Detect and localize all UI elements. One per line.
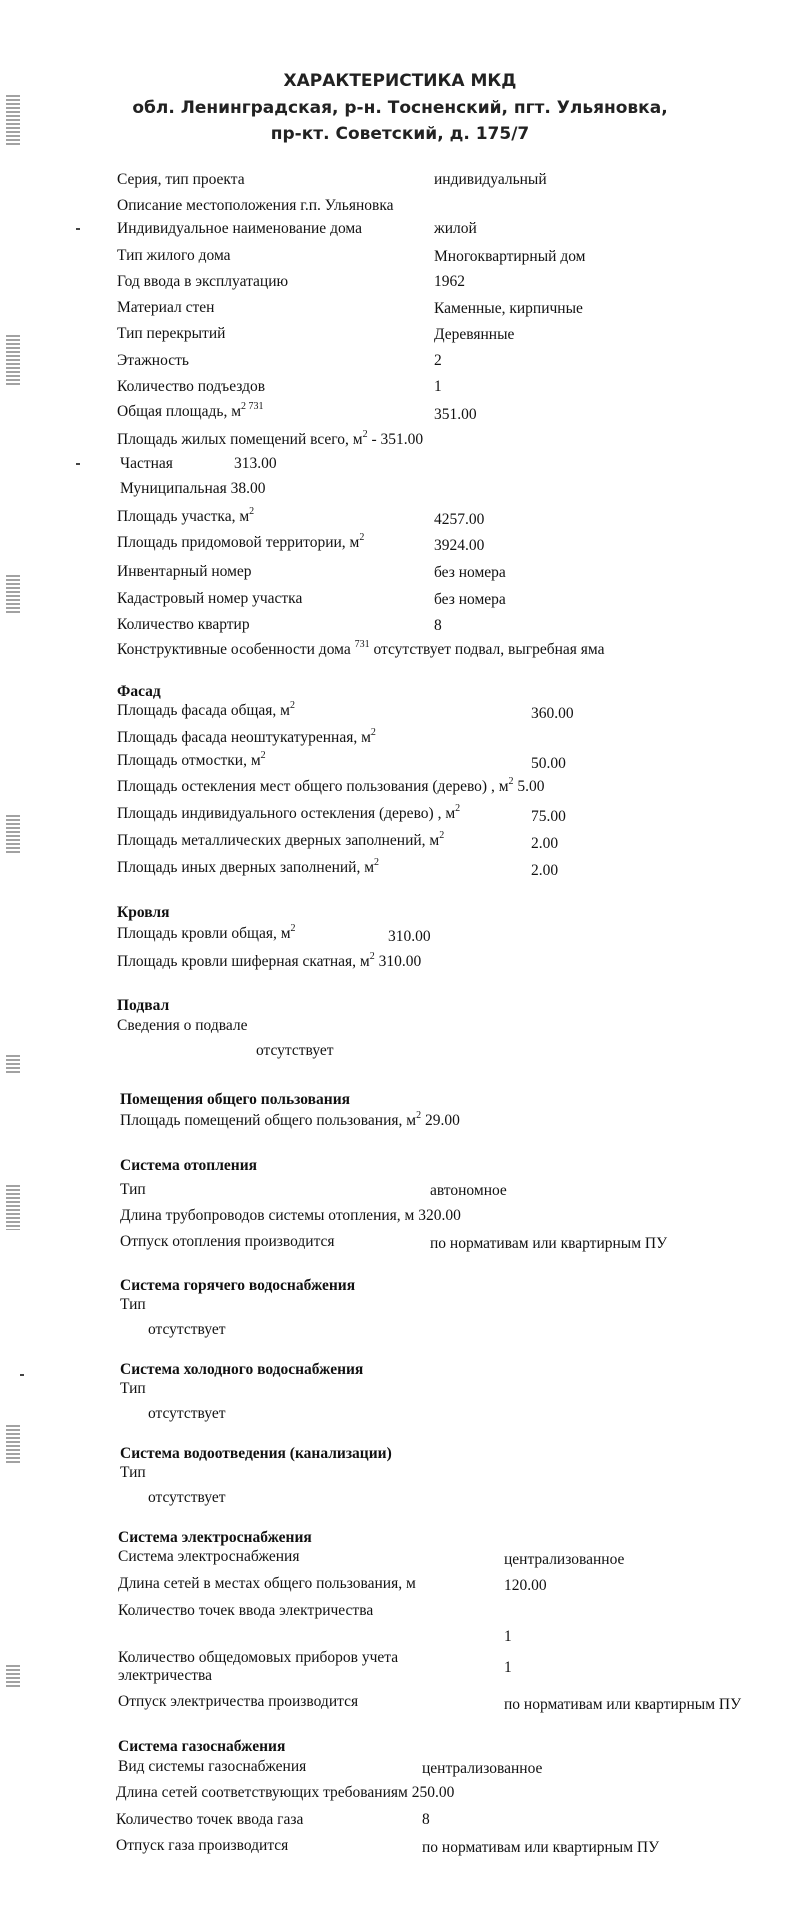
electricity-network-value: 120.00 xyxy=(504,1577,547,1594)
electricity-inputs-label: Количество точек ввода электричества xyxy=(118,1602,374,1619)
scan-edge-mark xyxy=(6,335,20,385)
electricity-supply-value: по нормативам или квартирным ПУ xyxy=(504,1696,742,1713)
heating-heading: Система отопления xyxy=(120,1157,258,1174)
floors-type-label: Тип перекрытий xyxy=(117,325,226,342)
gas-supply-value: по нормативам или квартирным ПУ xyxy=(422,1839,660,1856)
cadastral-value: без номера xyxy=(434,591,506,608)
storeys-value: 2 xyxy=(434,352,442,369)
total-area-sup: 2 731 xyxy=(241,400,264,412)
cold-water-heading: Система холодного водоснабжения xyxy=(120,1361,364,1378)
blind-area-sup: 2 xyxy=(260,749,266,761)
house-type-value: Многоквартирный дом xyxy=(434,248,586,265)
name-value: жилой xyxy=(434,220,477,237)
other-doors-label xyxy=(117,856,380,877)
hot-water-type-value: отсутствует xyxy=(148,1321,226,1338)
electricity-inputs-value: 1 xyxy=(504,1628,512,1645)
location-label: Описание местоположения г.п. Ульяновка xyxy=(117,197,394,214)
heating-supply-value: по нормативам или квартирным ПУ xyxy=(430,1235,668,1252)
municipal-label: Муниципальная 38.00 xyxy=(120,480,266,497)
basement-info-label: Сведения о подвале xyxy=(117,1017,248,1034)
roof-slate-row xyxy=(117,950,422,971)
individual-glazing-value: 75.00 xyxy=(531,808,566,825)
gas-system-value: централизованное xyxy=(422,1760,543,1777)
gas-supply-label: Отпуск газа производится xyxy=(116,1837,289,1854)
facade-heading: Фасад xyxy=(117,683,161,700)
sewerage-type-value: отсутствует xyxy=(148,1489,226,1506)
roof-slate-sup: 2 xyxy=(369,950,375,962)
blind-area-label xyxy=(117,749,266,770)
blind-area-value: 50.00 xyxy=(531,755,566,772)
scan-edge-mark xyxy=(6,815,20,855)
entrances-value: 1 xyxy=(434,378,442,395)
heating-pipes-value: 320.00 xyxy=(414,1207,461,1224)
document-address-line-1: обл. Ленинградская, р-н. Тосненский, пгт. Ульяновка, xyxy=(132,98,668,118)
metal-doors-value: 2.00 xyxy=(531,835,559,852)
scan-edge-mark xyxy=(6,575,20,615)
yard-area-label xyxy=(117,531,365,552)
apartments-label: Количество квартир xyxy=(117,616,250,633)
electricity-supply-label: Отпуск электричества производится xyxy=(118,1693,359,1710)
cadastral-label: Кадастровый номер участка xyxy=(117,590,303,607)
roof-total-label-text: Площадь кровли общая, м xyxy=(117,925,291,942)
total-area-label xyxy=(117,400,264,421)
living-area-sup: 2 xyxy=(362,428,368,440)
gas-network-row xyxy=(116,1784,454,1802)
heating-pipes-row xyxy=(120,1207,461,1225)
basement-heading: Подвал xyxy=(117,997,170,1014)
series-value: индивидуальный xyxy=(434,171,547,188)
blind-area-label-text: Площадь отмостки, м xyxy=(117,752,261,769)
document-title: ХАРАКТЕРИСТИКА МКД xyxy=(283,71,517,91)
common-rooms-heading: Помещения общего пользования xyxy=(120,1091,351,1108)
individual-glazing-label-text: Площадь индивидуального остекления (дерево) , м xyxy=(117,805,456,822)
yard-area-label-text: Площадь придомовой территории, м xyxy=(117,534,360,551)
house-type-label: Тип жилого дома xyxy=(117,247,231,264)
year-label: Год ввода в эксплуатацию xyxy=(117,273,289,290)
roof-total-sup: 2 xyxy=(290,922,296,934)
inventory-label: Инвентарный номер xyxy=(117,563,252,580)
common-glazing-sup: 2 xyxy=(508,775,514,787)
cold-water-type-value: отсутствует xyxy=(148,1405,226,1422)
private-value: 313.00 xyxy=(234,455,277,472)
sewerage-type-label: Тип xyxy=(120,1464,146,1481)
scan-dot xyxy=(76,463,80,465)
series-label: Серия, тип проекта xyxy=(117,171,245,188)
other-doors-label-text: Площадь иных дверных заполнений, м xyxy=(117,859,375,876)
common-rooms-area-value: 29.00 xyxy=(421,1112,460,1129)
scan-dot xyxy=(76,228,80,230)
total-area-value: 351.00 xyxy=(434,406,477,423)
roof-total-value: 310.00 xyxy=(388,928,431,945)
gas-heading: Система газоснабжения xyxy=(118,1738,286,1755)
apartments-value: 8 xyxy=(434,617,442,634)
year-value: 1962 xyxy=(434,273,465,290)
storeys-label: Этажность xyxy=(117,352,189,369)
hot-water-heading: Система горячего водоснабжения xyxy=(120,1277,356,1294)
common-rooms-area-sup: 2 xyxy=(416,1109,422,1121)
scan-edge-mark xyxy=(6,1185,20,1230)
gas-network-value: 250.00 xyxy=(407,1784,455,1801)
scan-edge-mark xyxy=(6,1055,20,1073)
scan-dot xyxy=(20,1374,24,1376)
electricity-system-value: централизованное xyxy=(504,1551,625,1568)
roof-slate-label: Площадь кровли шиферная скатная, м xyxy=(117,953,370,970)
metal-doors-label xyxy=(117,829,445,850)
gas-inputs-label: Количество точек ввода газа xyxy=(116,1811,304,1828)
name-label: Индивидуальное наименование дома xyxy=(117,220,362,237)
facade-total-value: 360.00 xyxy=(531,705,574,722)
metal-doors-sup: 2 xyxy=(439,829,445,841)
roof-heading: Кровля xyxy=(117,904,170,921)
facade-total-label xyxy=(117,699,295,720)
features-value: отсутствует подвал, выгребная яма xyxy=(369,641,605,658)
electricity-meters-value: 1 xyxy=(504,1659,512,1676)
plot-area-sup: 2 xyxy=(249,505,255,517)
electricity-meters-label-2: электричества xyxy=(118,1667,213,1684)
individual-glazing-label xyxy=(117,802,461,823)
living-area-label xyxy=(117,428,424,449)
electricity-system-label: Система электроснабжения xyxy=(118,1548,300,1565)
cold-water-type-label: Тип xyxy=(120,1380,146,1397)
features-row xyxy=(117,638,605,659)
facade-unplastered-label xyxy=(117,726,376,747)
scan-edge-mark xyxy=(6,1425,20,1465)
common-glazing-label: Площадь остекления мест общего пользования (дерево) , м xyxy=(117,778,509,795)
scan-edge-mark xyxy=(6,1665,20,1687)
features-sup: 731 xyxy=(354,638,370,650)
heating-type-value: автономное xyxy=(430,1182,507,1199)
facade-total-label-text: Площадь фасада общая, м xyxy=(117,702,290,719)
walls-label: Материал стен xyxy=(117,299,215,316)
facade-unplastered-label-text: Площадь фасада неоштукатуренная, м xyxy=(117,729,371,746)
heating-type-label: Тип xyxy=(120,1181,146,1198)
common-rooms-area-label: Площадь помещений общего пользования, м xyxy=(120,1112,417,1129)
features-label: Конструктивные особенности дома xyxy=(117,641,351,658)
metal-doors-label-text: Площадь металлических дверных заполнений, м xyxy=(117,832,440,849)
other-doors-sup: 2 xyxy=(374,856,380,868)
walls-value: Каменные, кирпичные xyxy=(434,300,583,317)
total-area-label-text: Общая площадь, м xyxy=(117,403,242,420)
plot-area-label-text: Площадь участка, м xyxy=(117,508,250,525)
heating-pipes-label: Длина трубопроводов системы отопления, м xyxy=(120,1207,415,1224)
gas-system-label: Вид системы газоснабжения xyxy=(118,1758,307,1775)
gas-network-label: Длина сетей соответствующих требованиям xyxy=(116,1784,408,1801)
gas-inputs-value: 8 xyxy=(422,1811,430,1828)
basement-info-value: отсутствует xyxy=(256,1042,334,1059)
individual-glazing-sup: 2 xyxy=(455,802,461,814)
common-glazing-value: 5.00 xyxy=(513,778,545,795)
common-glazing-row xyxy=(117,775,545,796)
electricity-meters-label-1: Количество общедомовых приборов учета xyxy=(118,1649,399,1666)
inventory-value: без номера xyxy=(434,564,506,581)
hot-water-type-label: Тип xyxy=(120,1296,146,1313)
electricity-heading: Система электроснабжения xyxy=(118,1529,312,1546)
roof-total-label xyxy=(117,922,296,943)
floors-type-value: Деревянные xyxy=(434,326,515,343)
yard-area-sup: 2 xyxy=(359,531,365,543)
entrances-label: Количество подъездов xyxy=(117,378,266,395)
plot-area-value: 4257.00 xyxy=(434,511,485,528)
facade-unplastered-sup: 2 xyxy=(370,726,376,738)
sewerage-heading: Система водоотведения (канализации) xyxy=(120,1445,392,1462)
other-doors-value: 2.00 xyxy=(531,862,559,879)
yard-area-value: 3924.00 xyxy=(434,537,485,554)
private-label: Частная xyxy=(120,455,173,472)
electricity-network-label: Длина сетей в местах общего пользования, м xyxy=(118,1575,416,1592)
plot-area-label xyxy=(117,505,255,526)
heating-supply-label: Отпуск отопления производится xyxy=(120,1233,335,1250)
living-area-value: - 351.00 xyxy=(367,431,424,448)
document-address-line-2: пр-кт. Советский, д. 175/7 xyxy=(270,124,530,144)
living-area-label-text: Площадь жилых помещений всего, м xyxy=(117,431,363,448)
roof-slate-value: 310.00 xyxy=(374,953,422,970)
common-rooms-area-row xyxy=(120,1109,460,1130)
facade-total-sup: 2 xyxy=(289,699,295,711)
